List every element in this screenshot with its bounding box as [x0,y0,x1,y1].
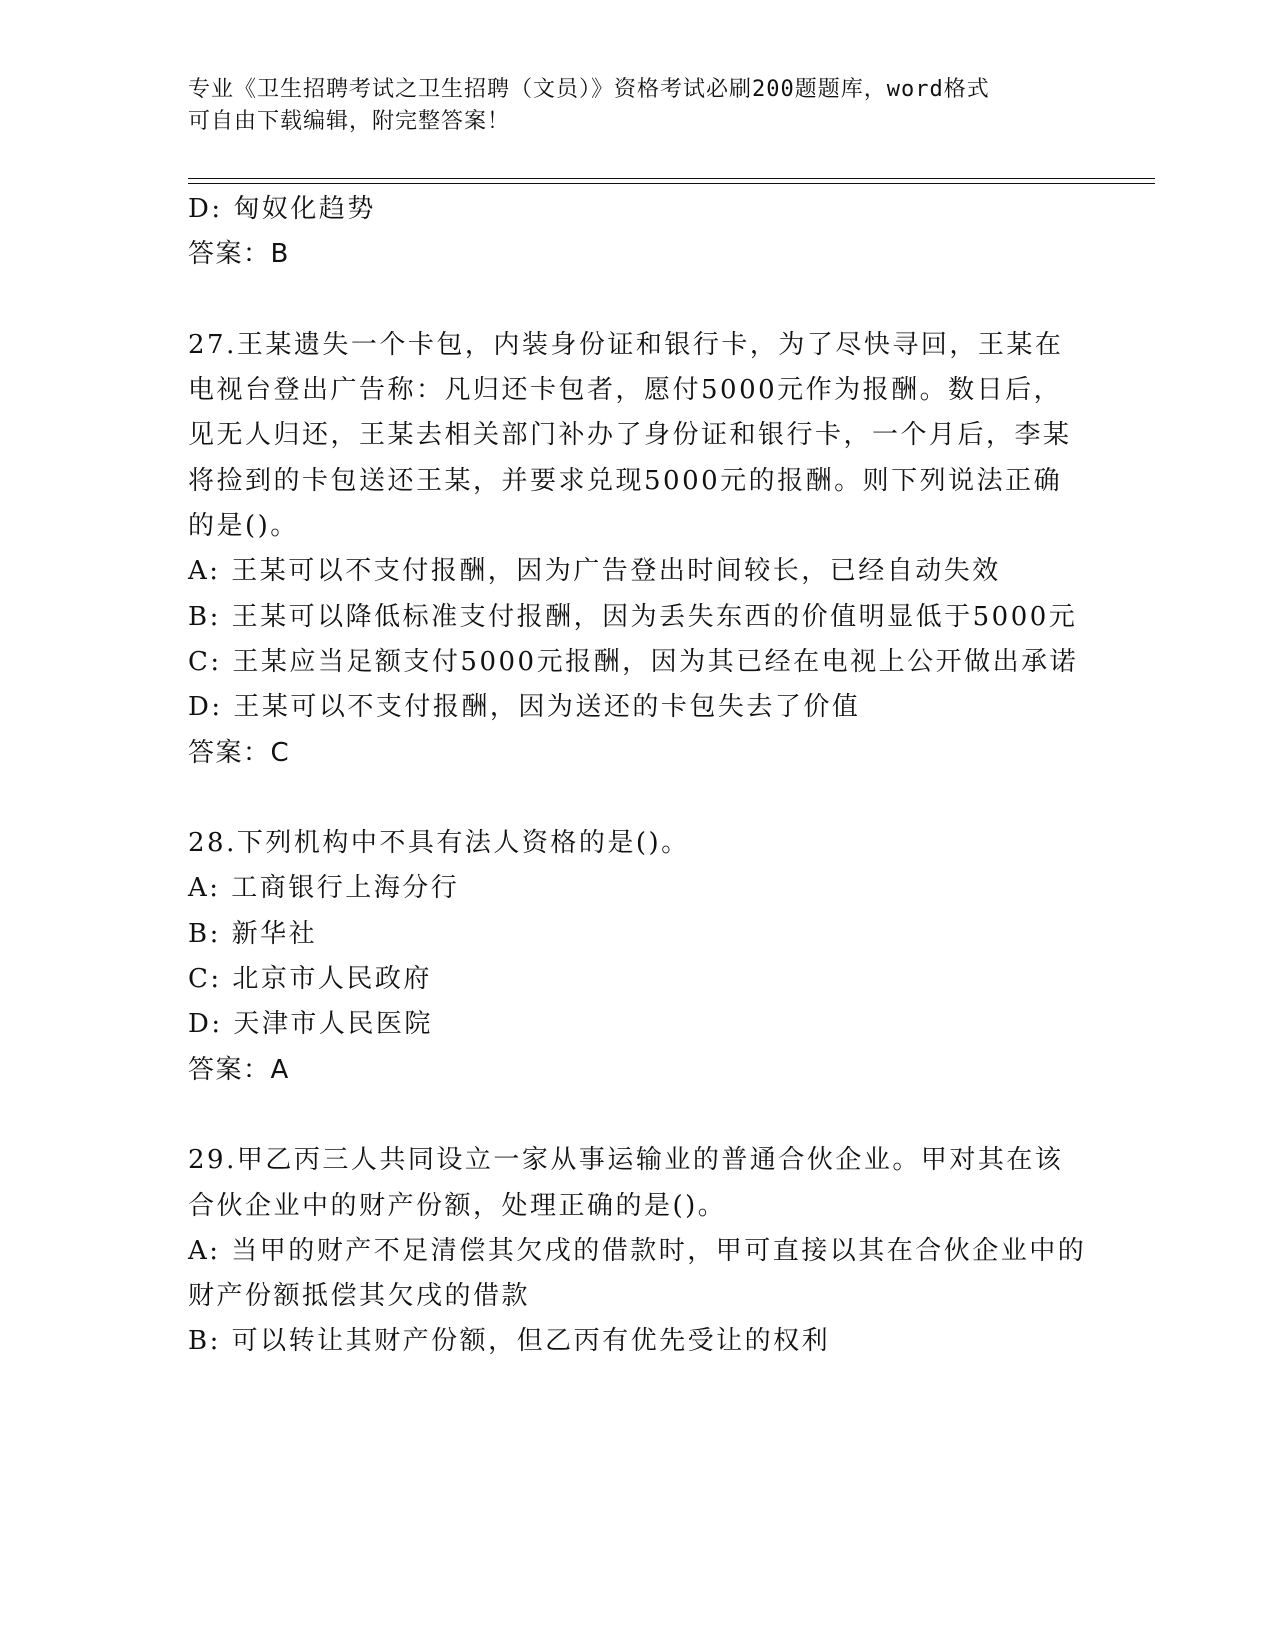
question-stem: 29.甲乙丙三人共同设立一家从事运输业的普通合伙企业。甲对其在该合伙企业中的财产份额，处理正确的是()。 [188,1145,1064,1221]
question-28 [188,821,1088,1093]
option-a: A: 王某可以不支付报酬，因为广告登出时间较长，已经自动失效 [188,556,1001,587]
answer-line: 答案：C [188,737,291,768]
option-d: D: 天津市人民医院 [188,1009,433,1040]
question-spacer [188,278,1088,323]
header-line-1: 专业《卫生招聘考试之卫生招聘（文员）》资格考试必刷200题题库，word格式 [188,77,990,102]
question-27 [188,323,1088,776]
option-b: B: 可以转让其财产份额，但乙丙有优先受让的权利 [188,1326,831,1357]
answer-line: 答案：B [188,239,290,270]
header-rule-top [188,178,1155,179]
header-line-2: 可自由下载编辑，附完整答案！ [188,109,511,134]
header-rule-bottom [188,183,1155,184]
option-c: C: 北京市人民政府 [188,964,432,995]
option-d: D: 匈奴化趋势 [188,194,376,224]
question-content [188,187,1088,1365]
document-header [188,74,1088,138]
option-c: C: 王某应当足额支付5000元报酬，因为其已经在电视上公开做出承诺 [188,646,1079,677]
option-a: A: 工商银行上海分行 [188,873,460,904]
question-spacer [188,1093,1088,1138]
question-spacer [188,776,1088,821]
answer-line: 答案：A [188,1054,290,1085]
question-29 [188,1138,1088,1364]
option-b: B: 王某可以降低标准支付报酬，因为丢失东西的价值明显低于5000元 [188,601,1078,632]
option-d: D: 王某可以不支付报酬，因为送还的卡包失去了价值 [188,692,861,723]
option-a: A: 当甲的财产不足清偿其欠戌的借款时，甲可直接以其在合伙企业中的财产份额抵偿其欠戌的借款 [188,1235,1087,1312]
question-stem: 27.王某遗失一个卡包，内装身份证和银行卡，为了尽快寻回，王某在电视台登出广告称：凡归还卡包者，愿付5000元作为报酬。数日后，见无人归还，王某去相关部门补办了身份证和银行卡，一个月后，李某将捡到的卡包送还王某，并要求兑现5000元的报酬。则下列说法正确的是()。 [188,329,1072,542]
question-26-tail [188,187,1088,278]
question-stem: 28.下列机构中不具有法人资格的是()。 [188,828,690,859]
option-b: B: 新华社 [188,918,318,949]
